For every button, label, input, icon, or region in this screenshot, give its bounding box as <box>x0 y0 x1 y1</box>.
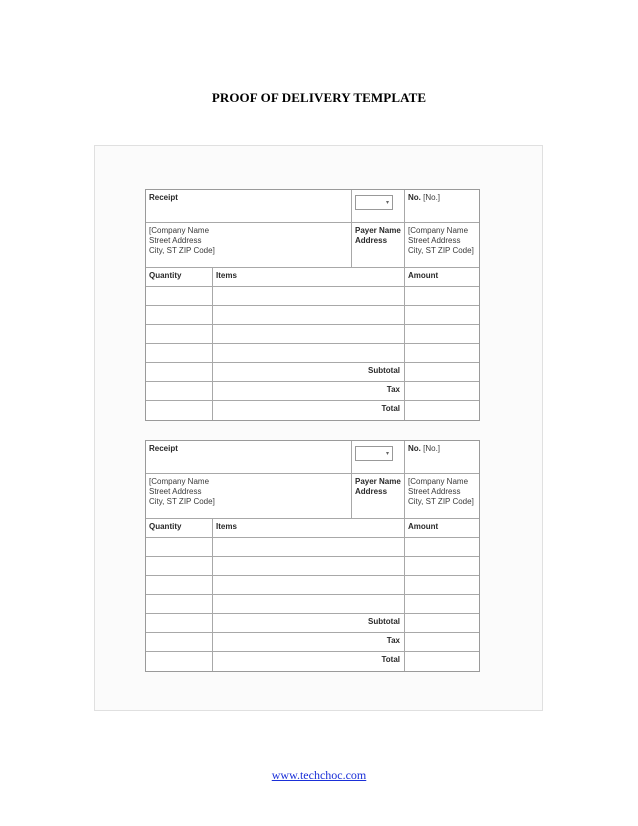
total-label: Total <box>213 652 405 671</box>
items-cell[interactable] <box>213 344 405 362</box>
company-street: Street Address <box>149 236 202 245</box>
quantity-cell[interactable] <box>146 557 213 575</box>
table-row <box>146 557 479 576</box>
company-city: City, ST ZIP Code] <box>149 497 215 506</box>
chevron-down-icon: ▾ <box>385 451 389 457</box>
items-cell[interactable] <box>213 538 405 556</box>
quantity-cell[interactable] <box>146 576 213 594</box>
date-cell <box>352 441 405 473</box>
company-name: [Company Name <box>149 477 210 486</box>
quantity-cell[interactable] <box>146 595 213 613</box>
quantity-cell[interactable] <box>146 344 213 362</box>
number-value: [No.] <box>423 444 441 453</box>
table-row <box>146 306 479 325</box>
receipt-label: Receipt <box>146 441 352 473</box>
quantity-cell <box>146 614 213 632</box>
items-cell[interactable] <box>213 306 405 324</box>
payer-label <box>352 474 405 518</box>
amount-cell[interactable] <box>405 287 479 305</box>
total-row <box>146 652 479 671</box>
table-row <box>146 576 479 595</box>
quantity-header: Quantity <box>146 268 213 286</box>
table-row <box>146 595 479 614</box>
company-address <box>146 474 352 518</box>
number-value: [No.] <box>423 193 441 202</box>
tax-row <box>146 633 479 652</box>
payer-city: City, ST ZIP Code] <box>408 246 474 255</box>
total-amount[interactable] <box>405 652 479 671</box>
tax-amount[interactable] <box>405 382 479 400</box>
payer-address <box>405 474 479 518</box>
payer-street: Street Address <box>408 487 461 496</box>
subtotal-label: Subtotal <box>213 614 405 632</box>
subtotal-amount[interactable] <box>405 614 479 632</box>
amount-cell[interactable] <box>405 538 479 556</box>
amount-cell[interactable] <box>405 325 479 343</box>
payer-address <box>405 223 479 267</box>
items-cell[interactable] <box>213 576 405 594</box>
quantity-cell <box>146 401 213 420</box>
items-header: Items <box>213 268 405 286</box>
receipt-label: Receipt <box>146 190 352 222</box>
amount-header: Amount <box>408 522 439 531</box>
payer-address-label: Address <box>355 487 388 496</box>
amount-cell[interactable] <box>405 576 479 594</box>
date-dropdown[interactable] <box>355 195 393 210</box>
payer-city: City, ST ZIP Code] <box>408 497 474 506</box>
items-cell[interactable] <box>213 287 405 305</box>
tax-amount[interactable] <box>405 633 479 651</box>
receipt-header-row <box>146 441 479 474</box>
address-row <box>146 474 479 519</box>
tax-label: Tax <box>213 633 405 651</box>
page-title: PROOF OF DELIVERY TEMPLATE <box>211 90 427 105</box>
quantity-cell <box>146 633 213 651</box>
table-row <box>146 344 479 363</box>
items-cell[interactable] <box>213 325 405 343</box>
quantity-cell <box>146 363 213 381</box>
payer-address-label: Address <box>355 236 388 245</box>
tax-row <box>146 382 479 401</box>
amount-header: Amount <box>408 271 439 280</box>
payer-label <box>352 223 405 267</box>
payer-street: Street Address <box>408 236 461 245</box>
column-header-row <box>146 268 479 287</box>
tax-label: Tax <box>213 382 405 400</box>
receipt-number-cell <box>405 441 479 473</box>
column-header-row <box>146 519 479 538</box>
date-cell <box>352 190 405 222</box>
date-dropdown[interactable] <box>355 446 393 461</box>
payer-company-name: [Company Name <box>408 477 469 486</box>
number-label: No. <box>408 193 421 202</box>
quantity-header: Quantity <box>146 519 213 537</box>
items-header: Items <box>213 519 405 537</box>
quantity-cell <box>146 652 213 671</box>
table-row <box>146 287 479 306</box>
address-row <box>146 223 479 268</box>
amount-cell[interactable] <box>405 557 479 575</box>
payer-name-label: Payer Name <box>355 477 401 486</box>
total-amount[interactable] <box>405 401 479 420</box>
quantity-cell[interactable] <box>146 538 213 556</box>
chevron-down-icon: ▾ <box>385 200 389 206</box>
subtotal-row <box>146 363 479 382</box>
table-row <box>146 325 479 344</box>
quantity-cell[interactable] <box>146 325 213 343</box>
receipt-form <box>145 440 480 672</box>
total-label: Total <box>213 401 405 420</box>
template-image <box>94 145 543 711</box>
footer-link[interactable]: www.techchoc.com <box>271 768 367 782</box>
receipt-header-row <box>146 190 479 223</box>
subtotal-label: Subtotal <box>213 363 405 381</box>
amount-cell[interactable] <box>405 306 479 324</box>
subtotal-row <box>146 614 479 633</box>
amount-cell[interactable] <box>405 344 479 362</box>
quantity-cell[interactable] <box>146 306 213 324</box>
receipt-number-cell <box>405 190 479 222</box>
receipt-form <box>145 189 480 421</box>
items-cell[interactable] <box>213 595 405 613</box>
amount-cell[interactable] <box>405 595 479 613</box>
payer-company-name: [Company Name <box>408 226 469 235</box>
company-city: City, ST ZIP Code] <box>149 246 215 255</box>
payer-name-label: Payer Name <box>355 226 401 235</box>
subtotal-amount[interactable] <box>405 363 479 381</box>
number-label: No. <box>408 444 421 453</box>
quantity-cell[interactable] <box>146 287 213 305</box>
company-street: Street Address <box>149 487 202 496</box>
company-name: [Company Name <box>149 226 210 235</box>
total-row <box>146 401 479 420</box>
company-address <box>146 223 352 267</box>
quantity-cell <box>146 382 213 400</box>
table-row <box>146 538 479 557</box>
items-cell[interactable] <box>213 557 405 575</box>
